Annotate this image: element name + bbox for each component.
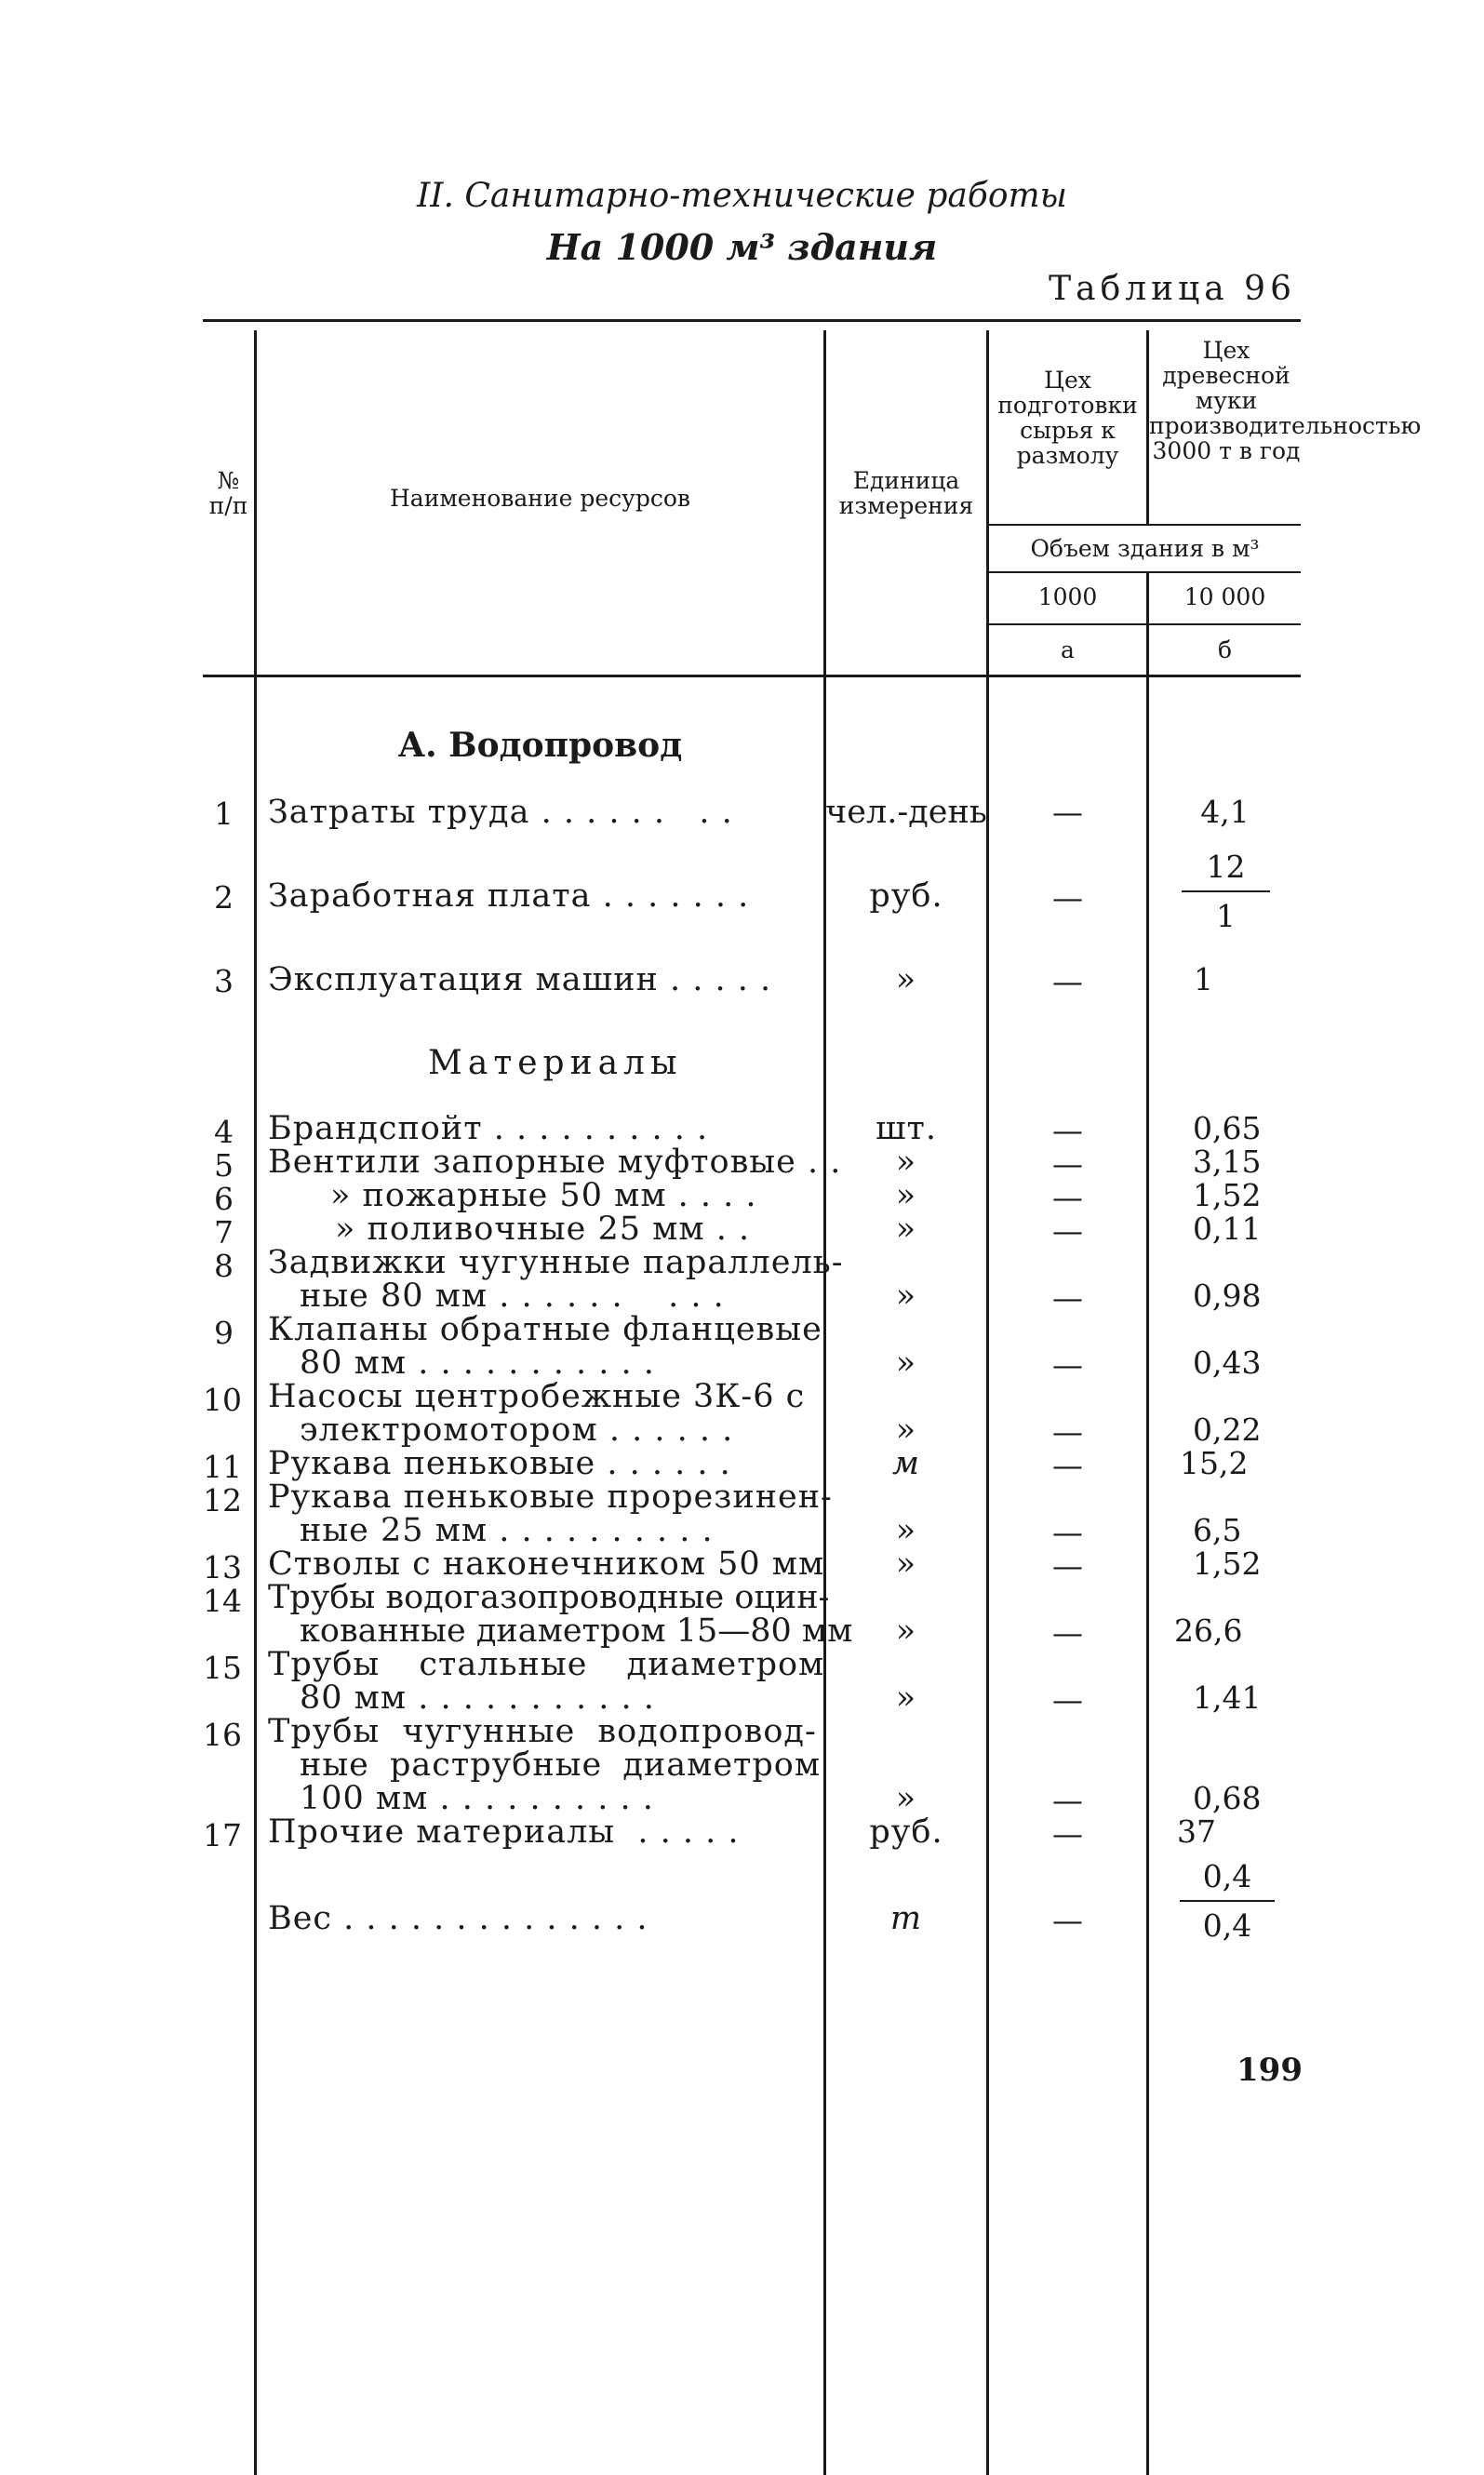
fraction-bar xyxy=(1180,1900,1275,1902)
row-10-name-line1: Насосы центробежные 3К-6 с xyxy=(268,1378,806,1415)
row-17-no: 17 xyxy=(203,1817,242,1853)
row-6-b: 1,52 xyxy=(1193,1177,1262,1213)
row-9-name-line2: 80 мм . . . . . . . . . . . xyxy=(300,1345,655,1382)
col-divider-1 xyxy=(254,330,257,2475)
row-4-unit: шт. xyxy=(875,1110,938,1147)
row-8-no: 8 xyxy=(214,1248,234,1284)
row-4-a: — xyxy=(1052,1112,1083,1148)
row-1-no: 1 xyxy=(214,796,234,832)
row-14-name-line1: Трубы водогазопроводные оцин- xyxy=(268,1579,830,1616)
row-11-unit: м xyxy=(891,1445,921,1482)
volume-top-rule xyxy=(988,524,1301,526)
row-5-unit: » xyxy=(895,1144,917,1181)
header-bottom-rule xyxy=(203,675,1301,677)
row-11-no: 11 xyxy=(203,1449,242,1485)
weight-row-b-fraction xyxy=(1180,1858,1275,1944)
table-top-rule xyxy=(203,319,1301,322)
row-16-name-line3: 100 мм . . . . . . . . . . xyxy=(300,1780,654,1817)
row-4-name: Брандспойт . . . . . . . . . . xyxy=(268,1110,709,1147)
row-10-name-line2: электромотором . . . . . . xyxy=(300,1411,734,1449)
row-16-name-line1: Трубы чугунные водопровод- xyxy=(268,1713,817,1750)
row-14-no: 14 xyxy=(203,1583,242,1619)
row-10-unit: » xyxy=(895,1411,917,1449)
row-8-unit: » xyxy=(895,1278,917,1315)
col-header-a: Цех подготовки сырья к размолу xyxy=(997,367,1138,469)
col-a-letter: а xyxy=(1061,636,1075,663)
row-13-no: 13 xyxy=(203,1549,242,1585)
weight-row-unit: т xyxy=(889,1900,923,1937)
row-12-name-line1: Рукава пеньковые прорезинен- xyxy=(268,1478,833,1516)
row-5-b: 3,15 xyxy=(1193,1144,1262,1180)
row-1-b: 4,1 xyxy=(1200,794,1250,830)
row-13-a: — xyxy=(1052,1547,1083,1584)
row-12-b: 6,5 xyxy=(1193,1512,1242,1548)
col-header-unit: Единица измерения xyxy=(838,467,974,519)
row-11-a: — xyxy=(1052,1447,1083,1483)
col-a-volume: 1000 xyxy=(1037,583,1098,610)
row-14-name-line2: кованные диаметром 15—80 мм xyxy=(300,1612,853,1650)
row-7-no: 7 xyxy=(214,1214,234,1251)
col-header-volume: Объем здания в м³ xyxy=(1030,535,1260,562)
col-header-b: Цех древесной муки производительностью 3000 т в год xyxy=(1149,337,1422,464)
row-16-no: 16 xyxy=(203,1717,242,1753)
row-14-a: — xyxy=(1052,1614,1083,1651)
row-17-a: — xyxy=(1052,1815,1083,1852)
row-1-a: — xyxy=(1052,794,1083,830)
fraction-bar xyxy=(1182,890,1270,892)
volume-bottom-rule xyxy=(988,571,1301,573)
row-15-name-line2: 80 мм . . . . . . . . . . . xyxy=(300,1679,655,1717)
row-10-a: — xyxy=(1052,1413,1083,1450)
letters-top-rule xyxy=(988,623,1301,625)
row-12-unit: » xyxy=(895,1512,917,1549)
row-8-a: — xyxy=(1052,1279,1083,1316)
row-6-a: — xyxy=(1052,1179,1083,1215)
table-number: Таблица 96 xyxy=(1049,270,1296,308)
col-header-no: № п/п xyxy=(208,467,248,519)
row-17-b: 37 xyxy=(1177,1813,1216,1850)
row-13-b: 1,52 xyxy=(1193,1545,1262,1582)
row-9-b: 0,43 xyxy=(1193,1345,1262,1381)
row-11-name: Рукава пеньковые . . . . . . xyxy=(268,1445,731,1482)
col-b-letter: б xyxy=(1217,636,1233,663)
materials-heading: Материалы xyxy=(428,1044,683,1082)
col-b-volume: 10 000 xyxy=(1183,583,1266,610)
row-12-name-line2: ные 25 мм . . . . . . . . . . xyxy=(300,1512,714,1549)
row-3-unit: » xyxy=(895,961,917,998)
row-14-b: 26,6 xyxy=(1174,1612,1243,1649)
row-6-unit: » xyxy=(895,1177,917,1214)
row-4-b: 0,65 xyxy=(1193,1110,1262,1146)
row-1-name: Затраты труда . . . . . . . . xyxy=(268,794,733,831)
row-9-unit: » xyxy=(895,1345,917,1382)
row-15-name-line1: Трубы стальные диаметром xyxy=(268,1646,825,1683)
row-9-a: — xyxy=(1052,1346,1083,1383)
row-6-no: 6 xyxy=(214,1181,234,1217)
row-2-unit: руб. xyxy=(869,877,943,915)
row-3-a: — xyxy=(1052,963,1083,999)
row-5-name: Вентили запорные муфтовые . . xyxy=(268,1144,842,1181)
row-2-a: — xyxy=(1052,879,1083,916)
col-header-name: Наименование ресурсов xyxy=(389,485,690,512)
row-1-unit: чел.-день xyxy=(825,794,987,831)
row-8-name-line1: Задвижки чугунные параллель- xyxy=(268,1244,844,1281)
row-2-name: Заработная плата . . . . . . . xyxy=(268,877,750,915)
row-4-no: 4 xyxy=(214,1114,234,1150)
weight-row-name: Вес . . . . . . . . . . . . . . xyxy=(268,1900,648,1937)
row-10-b: 0,22 xyxy=(1193,1411,1262,1448)
row-12-a: — xyxy=(1052,1514,1083,1550)
row-11-b: 15,2 xyxy=(1180,1445,1249,1481)
col-divider-2 xyxy=(823,330,826,2475)
table-subtitle: На 1000 м³ здания xyxy=(546,226,938,268)
row-5-a: — xyxy=(1052,1145,1083,1182)
page-number: 199 xyxy=(1237,2052,1303,2089)
row-17-name: Прочие материалы . . . . . xyxy=(268,1813,740,1851)
row-2-b-fraction xyxy=(1182,849,1270,934)
row-17-unit: руб. xyxy=(869,1813,943,1851)
row-16-name-line2: ные раструбные диаметром xyxy=(300,1746,822,1784)
row-9-name-line1: Клапаны обратные фланцевые xyxy=(268,1311,822,1348)
row-16-unit: » xyxy=(895,1780,917,1817)
row-3-b: 1 xyxy=(1194,961,1213,997)
section-title: II. Санитарно-технические работы xyxy=(417,177,1067,215)
row-13-unit: » xyxy=(895,1545,917,1583)
row-6-name: » пожарные 50 мм . . . . xyxy=(330,1177,757,1214)
row-7-name: » поливочные 25 мм . . xyxy=(335,1211,751,1248)
row-7-unit: » xyxy=(895,1211,917,1248)
row-15-b: 1,41 xyxy=(1193,1679,1262,1716)
fraction-denominator: 0,4 xyxy=(1202,1907,1252,1944)
section-heading-water: А. Водопровод xyxy=(397,726,683,765)
fraction-numerator: 0,4 xyxy=(1202,1858,1252,1894)
row-8-name-line2: ные 80 мм . . . . . . . . . xyxy=(300,1278,725,1315)
row-5-no: 5 xyxy=(214,1147,234,1184)
row-2-no: 2 xyxy=(214,879,234,916)
col-divider-4-bottom xyxy=(1146,572,1149,2475)
fraction-denominator: 1 xyxy=(1216,898,1236,934)
row-3-name: Эксплуатация машин . . . . . xyxy=(268,961,772,998)
row-10-no: 10 xyxy=(203,1382,242,1418)
row-16-b: 0,68 xyxy=(1193,1780,1262,1816)
row-3-no: 3 xyxy=(214,963,234,999)
row-15-unit: » xyxy=(895,1679,917,1717)
row-8-b: 0,98 xyxy=(1193,1278,1262,1314)
fraction-numerator: 12 xyxy=(1206,849,1246,885)
row-9-no: 9 xyxy=(214,1315,234,1351)
row-16-a: — xyxy=(1052,1782,1083,1818)
row-13-name: Стволы с наконечником 50 мм xyxy=(268,1545,825,1583)
row-7-b: 0,11 xyxy=(1193,1211,1262,1247)
row-15-no: 15 xyxy=(203,1650,242,1686)
row-7-a: — xyxy=(1052,1212,1083,1249)
weight-row-a: — xyxy=(1052,1902,1083,1938)
row-14-unit: » xyxy=(895,1612,917,1650)
row-15-a: — xyxy=(1052,1681,1083,1718)
row-12-no: 12 xyxy=(203,1482,242,1518)
